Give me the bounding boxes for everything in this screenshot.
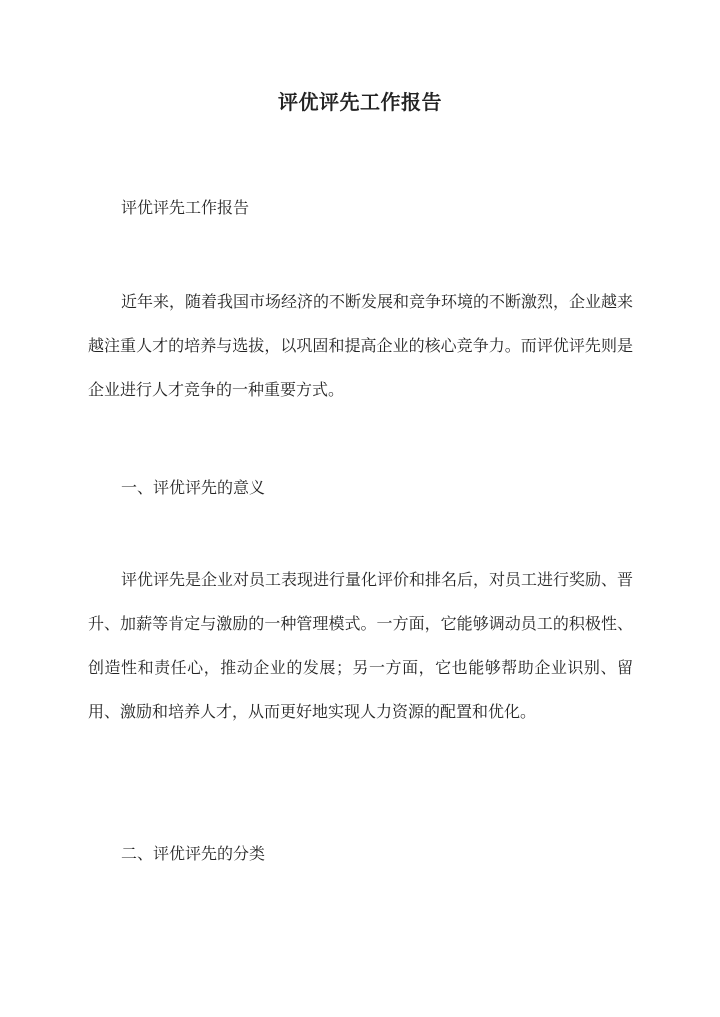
- section-heading-significance: 一、评优评先的意义: [121, 478, 266, 497]
- section-heading-classification: 二、评优评先的分类: [121, 844, 266, 863]
- document-subtitle: 评优评先工作报告: [121, 198, 250, 217]
- intro-paragraph: 近年来，随着我国市场经济的不断发展和竞争环境的不断激烈，企业越来越注重人才的培养与选拔，以巩固和提高企业的核心竞争力。而评优评先则是企业进行人才竞争的一种重要方式。: [88, 292, 634, 399]
- document-title: 评优评先工作报告: [278, 90, 442, 114]
- significance-paragraph: 评优评先是企业对员工表现进行量化评价和排名后，对员工进行奖励、晋升、加薪等肯定与激励的一种管理模式。一方面，它能够调动员工的积极性、创造性和责任心，推动企业的发展；另一方面，它也能够帮助企业识别、留用、激励和培养人才，从而更好地实现人力资源的配置和优化。: [88, 570, 634, 721]
